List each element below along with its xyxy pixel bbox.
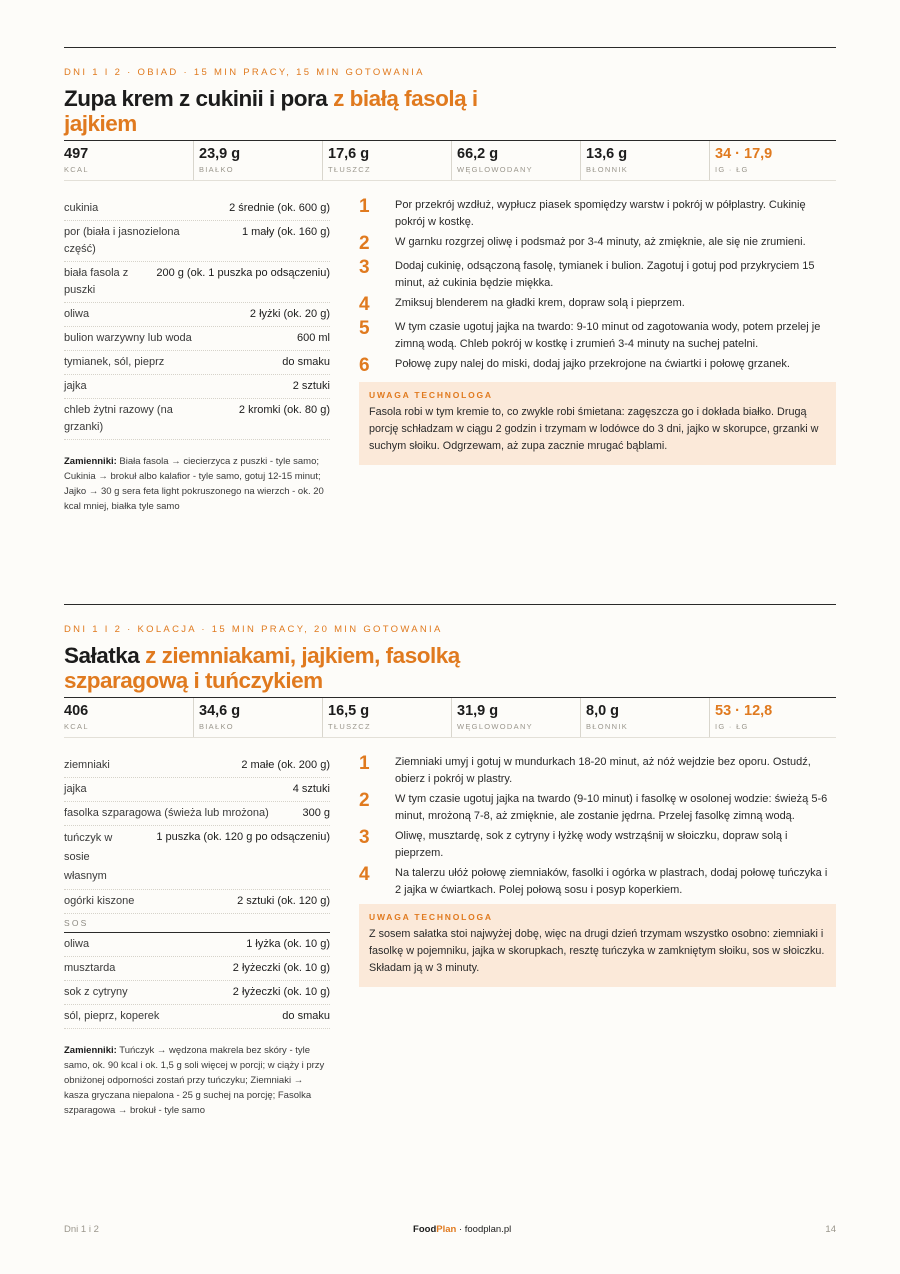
ingredient-qty: 2 średnie (ok. 600 g) <box>229 202 330 214</box>
ingredient-name: jajka <box>64 380 87 392</box>
macro-label: KCAL <box>64 165 89 174</box>
macro-value: 34,6 g <box>199 703 241 719</box>
ingredient-qty: 2 sztuki (ok. 120 g) <box>237 895 330 907</box>
macros-bar <box>64 697 836 738</box>
step-text: Dodaj cukinię, odsączoną fasolę, tymianek i bulion. Zagotuj i gotuj pod przykryciem 15 minut, aż cukinia będzie miękka. <box>395 260 815 289</box>
ingredient-row <box>64 1005 330 1029</box>
step-number: 2 <box>359 790 370 811</box>
brand-food: Food <box>413 1224 437 1235</box>
macro-value: 23,9 g <box>199 146 241 162</box>
step-number: 2 <box>359 233 370 254</box>
ingredient-row <box>64 981 330 1005</box>
note-text: Fasola robi w tym kremie to, co zwykle robi śmietana: zagęszcza go i dokłada białko. Drugą porcję schładzam w ciągu 2 godzin i trzymam w lodówce do 3 dni, jajko w skorupce, grzanki w suchym słoiku. Odgrzewam, aż zupa zacznie mrugać bąblami. <box>369 406 819 452</box>
ingredient-qty: 600 ml <box>296 332 330 344</box>
macro-fat <box>322 141 451 180</box>
step-text: Por przekrój wzdłuż, wypłucz piasek spomiędzy warstw i pokrój w półplastry. Cukinię pokrój w kostkę. <box>395 199 806 228</box>
ingredient-qty: 2 kromki (ok. 80 g) <box>238 404 330 416</box>
title-plain: Sałatka <box>64 643 146 668</box>
ingredient-name: oliwa <box>64 938 90 950</box>
ingredient-qty: do smaku <box>282 1010 330 1022</box>
step-text: W tym czasie ugotuj jajka na twardo: 9-10 minut od zagotowania wody, potem przelej je zimną wodą. Chleb pokrój w kostkę i zrumień 3-4 minuty na suchej patelni. <box>395 321 821 350</box>
macro-label: KCAL <box>64 722 89 731</box>
ingredient-row <box>64 933 330 957</box>
step <box>359 356 836 376</box>
step-number: 1 <box>359 753 370 774</box>
step-text: Na talerzu ułóż połowę ziemniaków, fasolki i ogórka w plastrach, dodaj połowę tuńczyka i 2 jajka w ćwiartkach. Polej połową sosu i posyp koperkiem. <box>395 867 828 896</box>
macro-value: 13,6 g <box>586 146 628 162</box>
recipe-title <box>64 86 534 136</box>
step-number: 4 <box>359 864 370 885</box>
step <box>359 234 836 254</box>
ingredient-row <box>64 957 330 981</box>
step <box>359 197 836 230</box>
title-accent: z białą fasolą i jajkiem <box>64 86 478 136</box>
brand-plan: Plan <box>436 1224 457 1235</box>
ingredient-qty: 4 sztuki <box>292 783 330 795</box>
step <box>359 791 836 824</box>
substitutes-label: Zamienniki: <box>64 1045 117 1056</box>
step <box>359 319 836 352</box>
ingredient-qty: 1 puszka (ok. 120 g po odsączeniu) <box>156 831 330 843</box>
macro-fiber <box>580 698 709 737</box>
ingredient-name: oliwa <box>64 308 90 320</box>
step <box>359 754 836 787</box>
ingredient-qty: 2 łyżeczki (ok. 10 g) <box>232 986 330 998</box>
macro-value: 17,6 g <box>328 146 370 162</box>
page-number: 14 <box>825 1224 836 1235</box>
ingredient-name: fasolka szparagowa (świeża lub mrożona) <box>64 807 269 819</box>
step-text: Oliwę, musztardę, sok z cytryny i łyżkę wody wstrząśnij w słoiczku, dopraw solą i pieprzem. <box>395 830 788 859</box>
step <box>359 865 836 898</box>
ingredient-qty: 200 g (ok. 1 puszka po odsączeniu) <box>156 267 330 279</box>
ingredient-qty: 2 łyżeczki (ok. 10 g) <box>232 962 330 974</box>
recipe-dinner <box>64 604 836 1118</box>
macro-label: WĘGLOWODANY <box>457 165 533 174</box>
ingredient-row <box>64 778 330 802</box>
macro-value: 53 · 12,8 <box>715 703 773 719</box>
step-text: W tym czasie ugotuj jajka na twardo (9-10 minut) i fasolkę w osolonej wodzie: świeżą 5-6 minut, mrożoną 7-8, aż zmięknie, ale zostanie jędrna. Przelej fasolkę zimną wodą. <box>395 793 828 822</box>
ingredient-name: sól, pieprz, koperek <box>64 1010 160 1022</box>
step <box>359 295 836 315</box>
macro-label: TŁUSZCZ <box>328 165 371 174</box>
macro-label: BIAŁKO <box>199 165 234 174</box>
macro-protein <box>193 141 322 180</box>
macro-value: 34 · 17,9 <box>715 146 773 162</box>
ingredient-row <box>64 399 330 440</box>
recipe-kicker: DNI 1 I 2 · KOLACJA · 15 MIN PRACY, 20 MIN GOTOWANIA <box>64 624 443 635</box>
ingredient-qty: 1 mały (ok. 160 g) <box>241 226 330 238</box>
macro-kcal <box>64 141 193 180</box>
ingredient-qty: 2 łyżki (ok. 20 g) <box>249 308 330 320</box>
substitutes-label: Zamienniki: <box>64 456 117 467</box>
macro-value: 31,9 g <box>457 703 499 719</box>
substitutes-text: Biała fasola → ciecierzyca z puszki - tyle samo; Cukinia → brokuł albo kalafior - tyle samo, gotuj 12-15 minut; Jajko → 30 g sera feta light pokruszonego na wierzch - ok. 20 kcal mniej, białka tyle samo <box>64 456 324 512</box>
macro-label: TŁUSZCZ <box>328 722 371 731</box>
ingredient-name: tuńczyk w sosie własnym <box>64 832 113 882</box>
ingredient-row <box>64 303 330 327</box>
ingredient-name: biała fasola z puszki <box>64 267 129 296</box>
macro-label: WĘGLOWODANY <box>457 722 533 731</box>
technologist-note <box>359 904 836 987</box>
ingredient-name: tymianek, sól, pieprz <box>64 356 165 368</box>
step-number: 5 <box>359 318 370 339</box>
ingredient-qty: do smaku <box>282 356 330 368</box>
ingredient-row <box>64 826 330 890</box>
ingredient-qty: 300 g <box>302 807 330 819</box>
macro-kcal <box>64 698 193 737</box>
ingredients-list <box>64 197 330 514</box>
steps-list <box>359 197 836 514</box>
ingredient-row <box>64 197 330 221</box>
step-number: 6 <box>359 355 370 376</box>
ingredients-list <box>64 754 330 1118</box>
ingredient-name: bulion warzywny lub woda <box>64 332 192 344</box>
title-accent: z ziemniakami, jajkiem, fasolką szparagową i tuńczykiem <box>64 643 460 693</box>
step-number: 1 <box>359 196 370 217</box>
brand-site: · foodplan.pl <box>456 1224 512 1235</box>
macro-ig <box>709 141 836 180</box>
recipe-title <box>64 643 534 693</box>
macro-value: 497 <box>64 146 89 162</box>
macro-value: 8,0 g <box>586 703 620 719</box>
ingredient-name: por (biała i jasnozielona część) <box>64 226 180 255</box>
ingredient-row <box>64 351 330 375</box>
step-text: Ziemniaki umyj i gotuj w mundurkach 18-20 minut, aż nóż wejdzie bez oporu. Ostudź, obierz i pokrój w plastry. <box>395 756 811 785</box>
ingredient-name: jajka <box>64 783 87 795</box>
step-number: 3 <box>359 827 370 848</box>
note-text: Z sosem sałatka stoi najwyżej dobę, więc na drugi dzień trzymam wszystko osobno: ziemniaki i fasolkę w pojemniku, jajka w skorupkach, resztę tuńczyka w zamkniętym słoiku, sos w słoiczku. Składam ją w 3 minuty. <box>369 928 825 974</box>
technologist-note <box>359 382 836 465</box>
step-text: Zmiksuj blenderem na gładki krem, dopraw solą i pieprzem. <box>395 297 685 309</box>
macro-label: IG · ŁG <box>715 165 749 174</box>
steps-list <box>359 754 836 1118</box>
footer-days: Dni 1 i 2 <box>64 1224 99 1235</box>
footer-brand <box>413 1224 511 1235</box>
step-number: 4 <box>359 294 370 315</box>
recipe-kicker: DNI 1 I 2 · OBIAD · 15 MIN PRACY, 15 MIN GOTOWANIA <box>64 67 425 78</box>
divider <box>64 604 836 605</box>
ingredient-row <box>64 221 330 262</box>
macro-label: BŁONNIK <box>586 165 629 174</box>
sauce-heading: SOS <box>64 914 330 933</box>
note-label: UWAGA TECHNOLOGA <box>369 912 493 922</box>
recipe-lunch <box>64 47 836 514</box>
ingredient-row <box>64 327 330 351</box>
ingredient-name: ogórki kiszone <box>64 895 135 907</box>
macro-carbs <box>451 698 580 737</box>
page-footer <box>64 1224 836 1235</box>
ingredient-row <box>64 890 330 914</box>
ingredient-name: sok z cytryny <box>64 986 128 998</box>
macro-label: BŁONNIK <box>586 722 629 731</box>
recipe-body <box>64 754 836 1118</box>
note-label: UWAGA TECHNOLOGA <box>369 390 493 400</box>
substitutes <box>64 1043 330 1118</box>
step-text: W garnku rozgrzej oliwę i podsmaż por 3-4 minuty, aż zmięknie, ale się nie zrumieni. <box>395 236 806 248</box>
step <box>359 828 836 861</box>
ingredient-name: cukinia <box>64 202 99 214</box>
divider <box>64 47 836 48</box>
macro-value: 66,2 g <box>457 146 499 162</box>
ingredient-name: musztarda <box>64 962 116 974</box>
step <box>359 258 836 291</box>
macro-label: BIAŁKO <box>199 722 234 731</box>
title-plain: Zupa krem z cukinii i pora <box>64 86 334 111</box>
macro-protein <box>193 698 322 737</box>
macro-ig <box>709 698 836 737</box>
ingredient-row <box>64 262 330 303</box>
ingredient-qty: 1 łyżka (ok. 10 g) <box>246 938 330 950</box>
ingredient-name: chleb żytni razowy (na grzanki) <box>64 404 173 433</box>
ingredient-row <box>64 754 330 778</box>
substitutes-text: Tuńczyk → wędzona makrela bez skóry - tyle samo, ok. 90 kcal i ok. 1,5 g soli więcej w porcji; w ciąży i przy obniżonej odporności zostań przy tuńczyku; Ziemniaki → kasza gryczana niepalona - 25 g suchej na porcję; Fasolka szparagowa → brokuł - tyle samo <box>64 1045 325 1116</box>
macro-fat <box>322 698 451 737</box>
substitutes <box>64 454 330 514</box>
macro-value: 406 <box>64 703 89 719</box>
macro-value: 16,5 g <box>328 703 370 719</box>
ingredient-qty: 2 małe (ok. 200 g) <box>241 759 330 771</box>
macros-bar <box>64 140 836 181</box>
step-text: Połowę zupy nalej do miski, dodaj jajko przekrojone na ćwiartki i połowę grzanek. <box>395 358 790 370</box>
recipe-body <box>64 197 836 514</box>
step-number: 3 <box>359 257 370 278</box>
macro-carbs <box>451 141 580 180</box>
ingredient-name: ziemniaki <box>64 759 110 771</box>
macro-fiber <box>580 141 709 180</box>
macro-label: IG · ŁG <box>715 722 749 731</box>
ingredient-row <box>64 802 330 826</box>
ingredient-qty: 2 sztuki <box>292 380 330 392</box>
ingredient-row <box>64 375 330 399</box>
